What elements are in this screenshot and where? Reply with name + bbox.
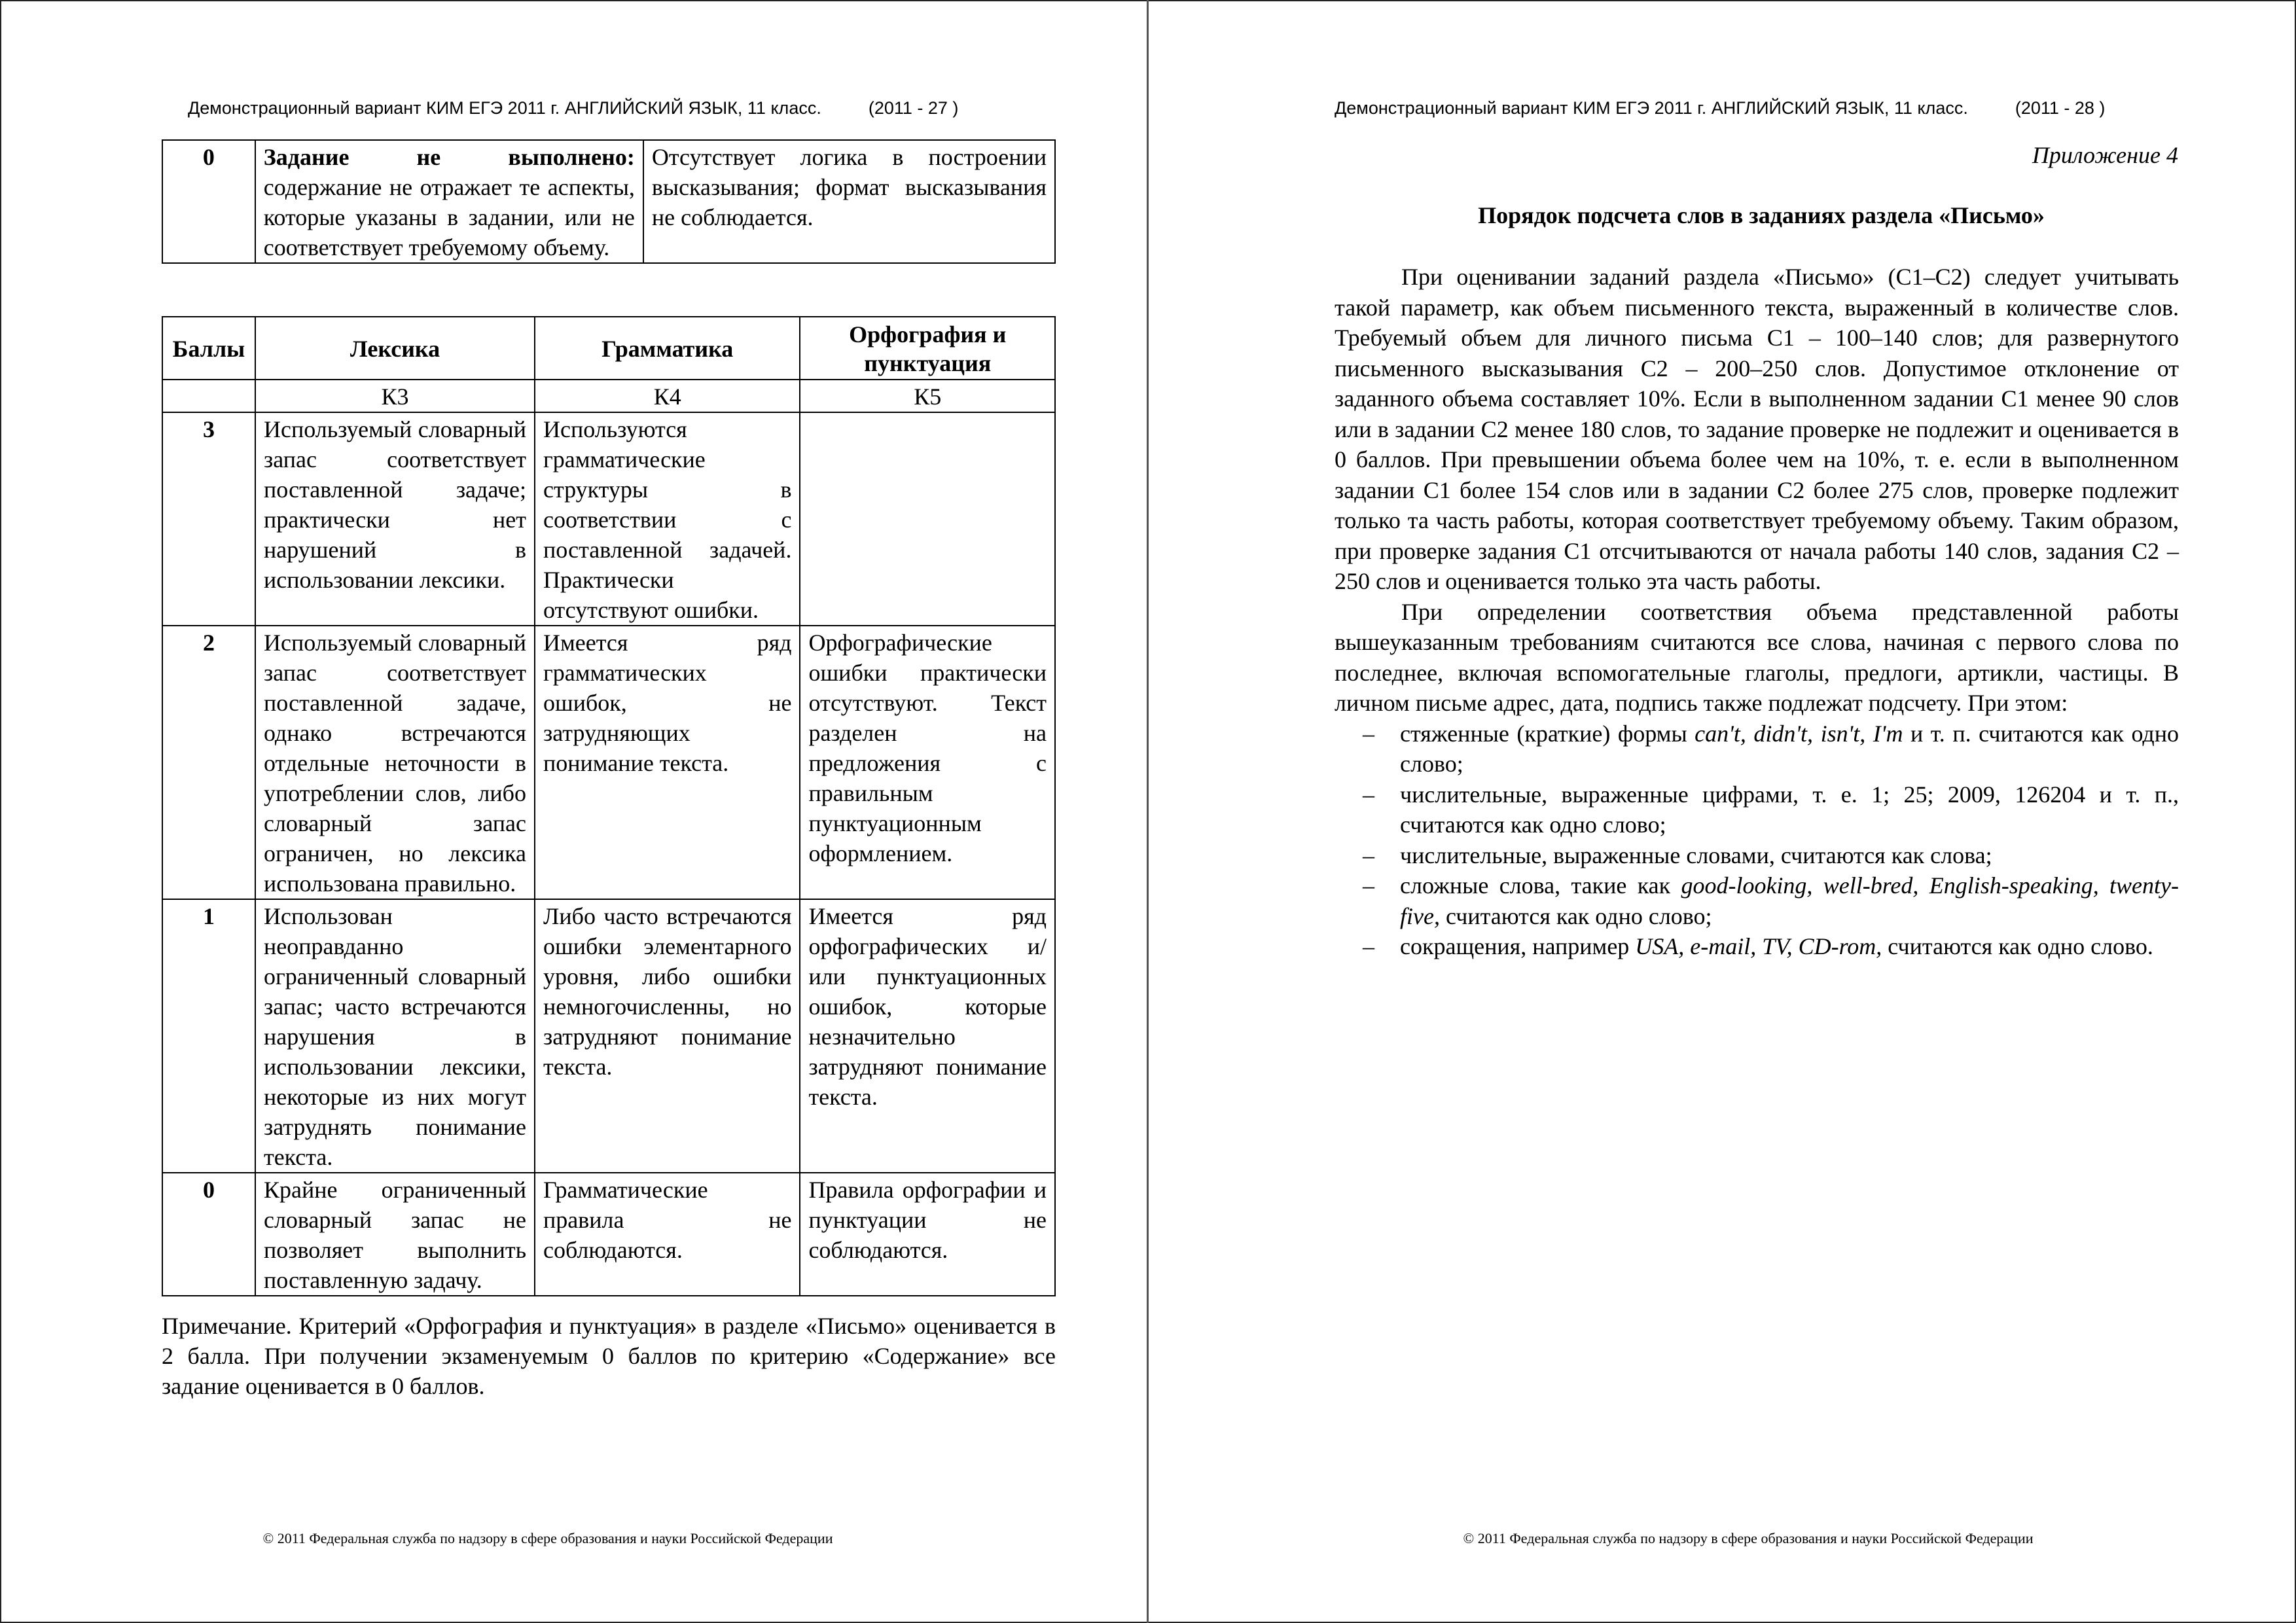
paragraph: При определении соответствия объема представленной работы вышеуказанным требованиям считаются все слова, начиная с первого слова по последнее, включая вспомогательные глаголы, предлоги, артикли, частицы. В личном письме адрес, дата, подпись также подлежат подсчету. При этом: — [1335, 598, 2179, 716]
header-page-number: (2011 - 28 ) — [2015, 98, 2106, 118]
content-criterion-table — [162, 139, 1056, 264]
score-cell: 0 — [162, 140, 255, 263]
dash-bullet: – — [1363, 720, 1374, 747]
column-header: Грамматика — [535, 317, 800, 380]
score-cell: 2 — [162, 626, 255, 899]
dash-bullet: – — [1363, 781, 1374, 808]
list-item — [1363, 779, 2179, 840]
table-row — [162, 899, 1055, 1173]
dash-bullet: – — [1363, 842, 1374, 868]
table-row — [162, 140, 1055, 263]
table-row — [162, 412, 1055, 626]
score-cell: 0 — [162, 1173, 255, 1296]
list-item — [1363, 840, 2179, 871]
grammar-cell: Грамматические правила не соблюдаются. — [535, 1173, 800, 1296]
code-cell: К3 — [255, 380, 535, 412]
section-title: Порядок подсчета слов в заданиях раздела «Письмо» — [1478, 202, 2045, 228]
list-item-text: числительные, выраженные словами, считаются как слова; — [1400, 842, 1992, 868]
right-page — [1148, 0, 2296, 1623]
list-item-text: числительные, выраженные цифрами, т. е. 1; 25; 2009, 126204 и т. п., считаются как одно слово; — [1400, 781, 2179, 838]
column-header: Орфография и пунктуация — [800, 317, 1055, 380]
list-item-text: считаются как одно слово. — [1882, 933, 2153, 959]
counting-rules-list — [1335, 719, 2179, 962]
lexis-cell: Используемый словарный запас соответствует поставленной задаче; практически нет нарушений в использовании лексики. — [255, 412, 535, 626]
lexis-cell: Крайне ограниченный словарный запас не позволяет выполнить поставленную задачу. — [255, 1173, 535, 1296]
score-cell: 3 — [162, 412, 255, 626]
criterion-bold: Задание не выполнено: — [263, 144, 635, 170]
score-cell: 1 — [162, 899, 255, 1173]
lexis-cell: Используемый словарный запас соответствует поставленной задаче, однако встречаются отдельные неточности в употреблении слов, либо словарный запас ограничен, но лексика использована правильно. — [255, 626, 535, 899]
page-footer: © 2011 Федеральная служба по надзору в сфере образования и науки Российской Федерации — [262, 1530, 833, 1546]
list-item-text: и т. п. считаются как одно слово; — [1400, 720, 2179, 777]
organization-cell: Отсутствует логика в построении высказывания; формат высказывания не соблюдается. — [643, 140, 1055, 263]
orthography-cell: Орфографические ошибки практически отсутствуют. Текст разделен на предложения с правильным пунктуационным оформлением. — [800, 626, 1055, 899]
header-title: Демонстрационный вариант КИМ ЕГЭ 2011 г. АНГЛИЙСКИЙ ЯЗЫК, 11 класс. — [1335, 98, 1968, 118]
section-body — [1335, 262, 2179, 962]
paragraph: При оценивании заданий раздела «Письмо» (С1–С2) следует учитывать такой параметр, как объем письменного текста, выраженный в количестве слов. Требуемый объем для личного письма С1 – 100–140 слов; для развернутого письменного высказывания С2 – 200–250 слов. Допустимое отклонение от заданного объема составляет 10%. Если в выполненном задании С1 менее 90 слов или в задании С2 менее 180 слов, то задание проверке не подлежит и оценивается в 0 баллов. При превышении объема более чем на 10%, т. е. если в выполненном задании С1 более 154 слов или в задании С2 более 275 слов, проверке подлежит только та часть работы, которая соответствует требуемому объему. Таким образом, при проверке задания С1 отсчитываются от начала работы 140 слов, задания С2 – 250 слов и оценивается только эта часть работы. — [1335, 264, 2179, 594]
list-item — [1363, 870, 2179, 931]
page-header — [1335, 98, 2105, 118]
orthography-cell: Имеется ряд орфографических и/или пунктуационных ошибок, которые незначительно затрудняют понимание текста. — [800, 899, 1055, 1173]
header-page-number: (2011 - 27 ) — [868, 98, 959, 118]
code-cell: К4 — [535, 380, 800, 412]
empty-cell — [162, 380, 255, 412]
list-item-text: сложные слова, такие как — [1400, 872, 1681, 899]
code-cell: К5 — [800, 380, 1055, 412]
code-row — [162, 380, 1055, 412]
appendix-label: Приложение 4 — [2032, 142, 2178, 168]
list-item-example: can't, didn't, isn't, I'm — [1695, 720, 1903, 747]
dash-bullet: – — [1363, 933, 1374, 959]
column-header: Баллы — [162, 317, 255, 380]
page-header — [188, 98, 958, 118]
page-footer: © 2011 Федеральная служба по надзору в сфере образования и науки Российской Федерации — [1463, 1530, 2034, 1546]
language-criteria-table — [162, 316, 1056, 1296]
grammar-cell: Имеется ряд грамматических ошибок, не затрудняющих понимание текста. — [535, 626, 800, 899]
criterion-cell — [255, 140, 643, 263]
table-row — [162, 1173, 1055, 1296]
list-item-example: USA, e-mail, TV, CD-rom, — [1635, 933, 1882, 959]
grammar-cell: Используются грамматические структуры в соответствии с поставленной задачей. Практически отсутствуют ошибки. — [535, 412, 800, 626]
list-item-text: считаются как одно слово; — [1439, 902, 1712, 929]
table-note: Примечание. Критерий «Орфография и пунктуация» в разделе «Письмо» оценивается в 2 балла. При получении экзаменуемым 0 баллов по критерию «Содержание» все задание оценивается в 0 баллов. — [162, 1313, 1056, 1399]
orthography-cell: Правила орфографии и пунктуации не соблюдаются. — [800, 1173, 1055, 1296]
list-item-example: good-looking, well-bred, English-speaking, twenty-five, — [1400, 872, 2179, 929]
list-item-text: сокращения, например — [1400, 933, 1636, 959]
grammar-cell: Либо часто встречаются ошибки элементарного уровня, либо ошибки немногочисленны, но затрудняют понимание текста. — [535, 899, 800, 1173]
lexis-cell: Использован неоправданно ограниченный словарный запас; часто встречаются нарушения в использовании лексики, некоторые из них могут затруднять понимание текста. — [255, 899, 535, 1173]
orthography-cell — [800, 412, 1055, 626]
header-title: Демонстрационный вариант КИМ ЕГЭ 2011 г. АНГЛИЙСКИЙ ЯЗЫК, 11 класс. — [188, 98, 821, 118]
table-header-row — [162, 317, 1055, 380]
column-header: Лексика — [255, 317, 535, 380]
list-item-text: стяженные (краткие) формы — [1400, 720, 1695, 747]
dash-bullet: – — [1363, 872, 1374, 899]
list-item — [1363, 719, 2179, 779]
table-row — [162, 626, 1055, 899]
list-item — [1363, 931, 2179, 962]
criterion-text: содержание не отражает те аспекты, которые указаны в задании, или не соответствует требуемому объему. — [263, 174, 635, 260]
